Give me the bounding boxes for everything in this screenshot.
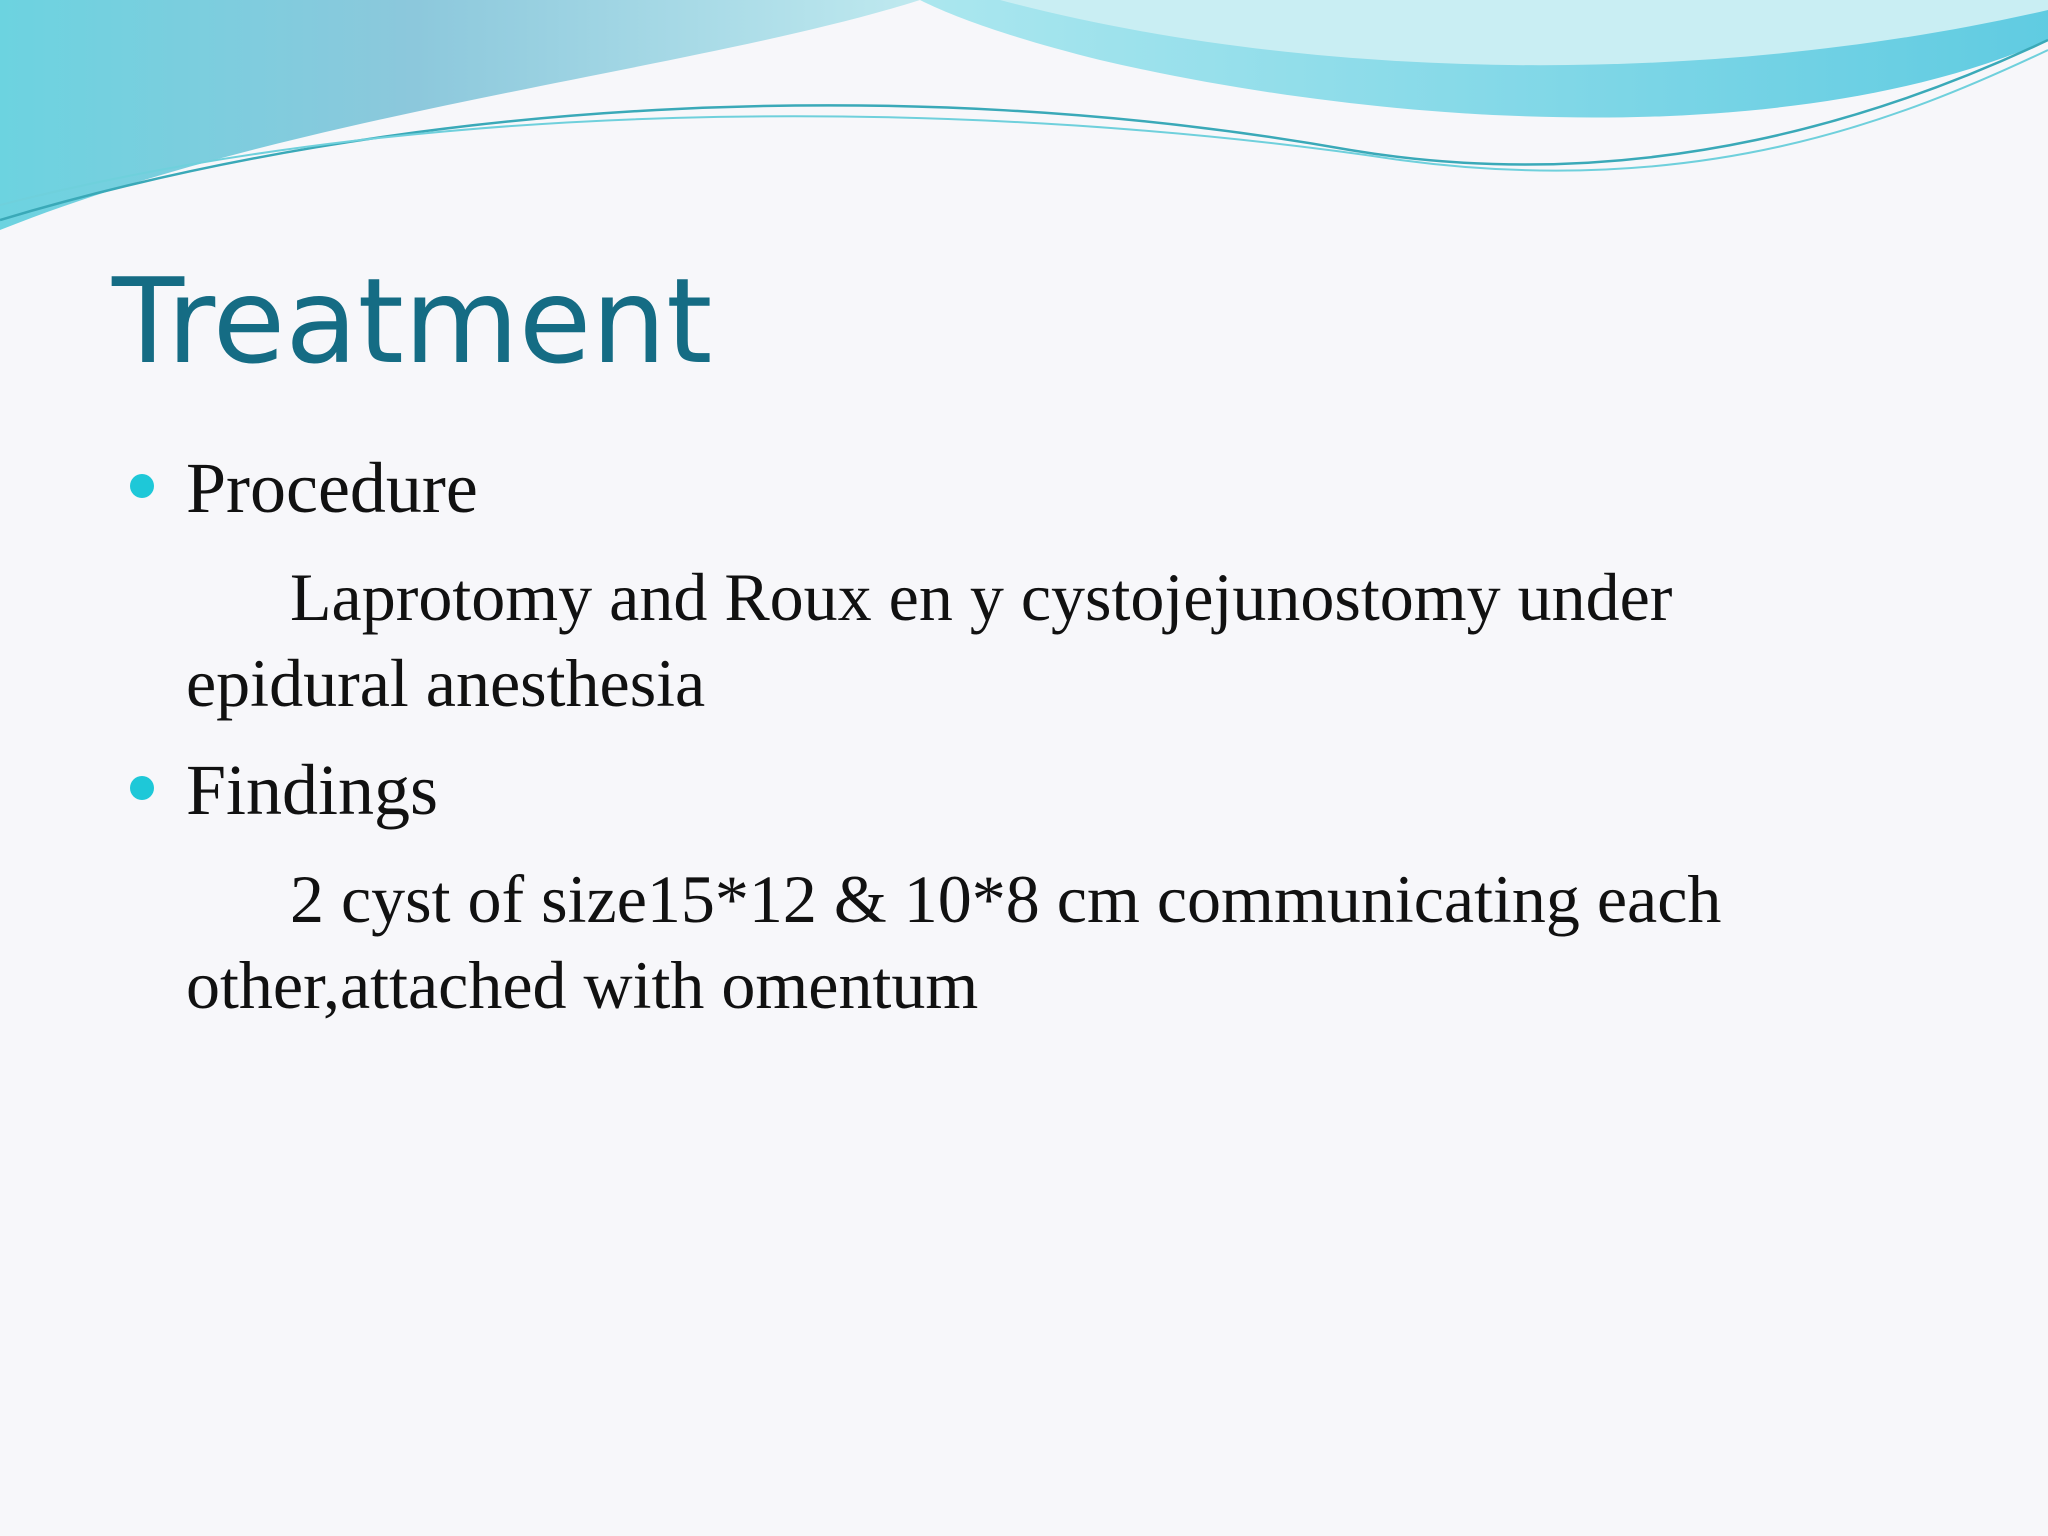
bullet-findings [186,750,439,830]
bullet-label: Findings [186,750,439,830]
bullet-label: Procedure [186,448,478,528]
detail-line: epidural anesthesia [186,645,706,721]
bullet-procedure [186,448,478,528]
slide-title: Treatment [112,252,713,390]
detail-line: 2 cyst of size15*12 & 10*8 cm communicating each [290,861,1722,937]
procedure-detail [186,554,1672,726]
findings-detail [186,856,1721,1028]
bullet-dot-icon [130,776,154,800]
detail-line: Laprotomy and Roux en y cystojejunostomy under [290,559,1673,635]
detail-line: other,attached with omentum [186,947,979,1023]
bullet-dot-icon [130,474,154,498]
